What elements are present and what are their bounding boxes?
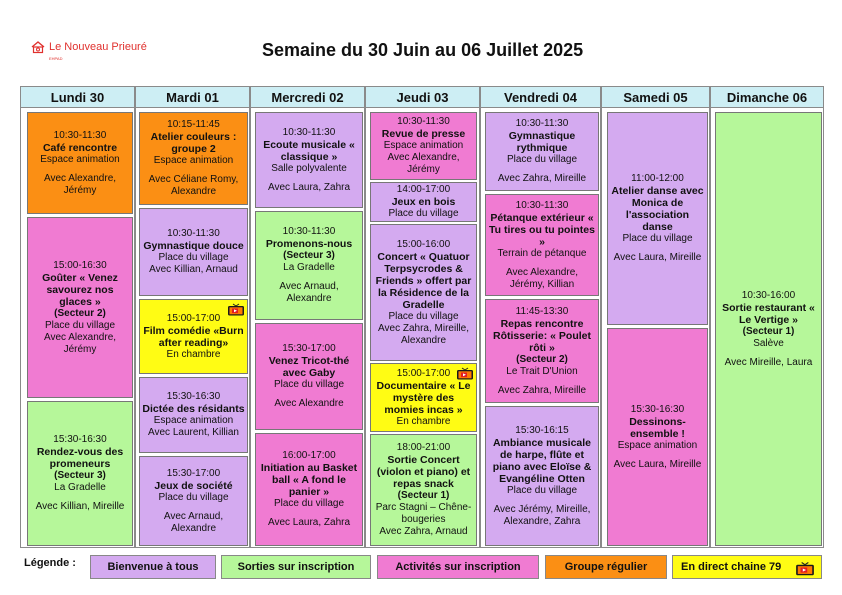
event-card[interactable] [370, 182, 477, 222]
event-place: Parc Stagni – Chêne-bougeries [375, 502, 472, 525]
day-header-mercredi: Mercredi 02 [250, 86, 365, 108]
event-staff: Avec Alexandre, Jérémy [387, 152, 460, 175]
event-place: Espace animation [40, 153, 120, 165]
event-card[interactable] [485, 299, 599, 403]
event-staff: Avec Laura, Zahra [267, 181, 351, 193]
day-header-jeudi: Jeudi 03 [365, 86, 480, 108]
event-sector: (Secteur 3) [54, 470, 106, 481]
event-time: 10:30-11:30 [167, 228, 220, 239]
event-place: Espace animation [383, 140, 464, 151]
event-time: 15:00-17:00 [396, 367, 451, 379]
day-header-vendredi: Vendredi 04 [480, 86, 601, 108]
event-card[interactable] [27, 112, 133, 214]
legend-item-welcome: Bienvenue à tous [90, 555, 216, 579]
event-time: 15:00-16:30 [53, 259, 107, 271]
event-sector: (Secteur 1) [397, 490, 450, 501]
event-place: Place du village [273, 498, 345, 509]
event-staff: Avec Laura, Mireille [613, 458, 702, 470]
event-staff: Avec Alexandre, Jérémy, Killian [505, 266, 579, 290]
event-card[interactable] [370, 112, 477, 180]
event-staff: Avec Jérémy, Mireille, Alexandre, Zahra [493, 503, 591, 527]
event-staff: Avec Laura, Mireille [613, 252, 702, 263]
event-staff: Avec Killian, Mireille [35, 501, 125, 512]
event-card[interactable] [139, 208, 248, 296]
event-title: Initiation au Basket ball « A fond le panier » [260, 462, 358, 498]
event-card[interactable] [139, 299, 248, 374]
event-place: En chambre [166, 348, 221, 360]
event-staff: Avec Laura, Zahra [267, 517, 351, 528]
brand-logo [30, 40, 147, 54]
day-header-mardi: Mardi 01 [135, 86, 250, 108]
event-place: Salève [753, 337, 784, 349]
event-time: 10:30-16:00 [741, 289, 796, 301]
event-time: 10:30-11:30 [397, 116, 450, 127]
event-place: La Gradelle [54, 482, 106, 493]
event-time: 15:00-16:00 [396, 238, 451, 250]
event-card[interactable] [485, 406, 599, 546]
event-card[interactable] [27, 217, 133, 398]
event-time: 15:30-17:00 [282, 343, 336, 354]
event-time: 15:30-16:30 [53, 434, 107, 445]
event-staff: Avec Zahra, Mireille [497, 173, 587, 184]
tv-icon [456, 365, 474, 380]
legend-title: Légende : [24, 557, 76, 569]
event-time: 16:00-17:00 [282, 450, 336, 461]
legend-item-outings: Sorties sur inscription [221, 555, 371, 579]
event-card[interactable] [370, 363, 477, 432]
event-time: 10:30-11:30 [515, 118, 569, 129]
event-staff: Avec Zahra, Mireille, Alexandre [378, 322, 469, 346]
event-title: Revue de presse [381, 128, 466, 140]
event-staff: Avec Mireille, Laura [724, 356, 813, 368]
event-place: Place du village [273, 379, 345, 390]
event-title: Rendez-vous des promeneurs [36, 446, 124, 470]
event-card[interactable] [139, 456, 248, 546]
event-title: Gymnastique douce [143, 240, 244, 252]
event-title: Jeux en bois [391, 196, 456, 208]
event-staff: Avec Alexandre, Jérémy [43, 172, 117, 196]
event-card[interactable] [255, 433, 363, 546]
event-card[interactable] [607, 112, 708, 325]
event-title: Atelier couleurs : groupe 2 [150, 131, 237, 155]
event-place: Place du village [388, 208, 459, 219]
brand-subtitle: EHPAD [49, 56, 63, 61]
event-card[interactable] [255, 323, 363, 430]
event-place: Le Trait D'Union [506, 365, 578, 377]
event-staff: Avec Arnaud, Alexandre [279, 281, 339, 304]
event-place: Espace animation [153, 415, 234, 426]
event-title: Sortie restaurant « Le Vertige » [722, 301, 815, 326]
event-title: Film comédie «Burn after reading» [143, 324, 244, 349]
event-place: Place du village [158, 491, 229, 503]
event-time: 10:30-11:30 [282, 126, 336, 138]
event-card[interactable] [255, 211, 363, 320]
event-card[interactable] [255, 112, 363, 208]
event-place: Salle polyvalente [271, 162, 347, 174]
event-time: 10:30-11:30 [53, 129, 107, 141]
event-time: 15:30-16:30 [630, 403, 685, 415]
event-title: Ambiance musicale de harpe, flûte et piano avec Eloïse & Evangéline Otten [492, 436, 592, 485]
event-title: Dictée des résidants [142, 403, 245, 415]
event-title: Promenons-nous [265, 238, 353, 250]
event-place: En chambre [396, 415, 451, 427]
event-title: Dessinons-ensemble ! [629, 415, 686, 440]
page-title: Semaine du 30 Juin au 06 Juillet 2025 [262, 40, 584, 60]
legend-item-regular-group: Groupe régulier [545, 555, 667, 579]
priory-logo-icon [30, 40, 46, 54]
tv-icon [795, 559, 815, 576]
event-title: Documentaire « Le mystère des momies incas » [376, 379, 471, 416]
event-place: Place du village [158, 252, 229, 263]
event-time: 14:00-17:00 [396, 184, 451, 195]
event-staff: Avec Alexandre, Jérémy [43, 331, 117, 355]
legend-item-live-channel-label: En direct chaine 79 [681, 561, 782, 573]
event-title: Pétanque extérieur « Tu tires ou tu pointes » [489, 211, 595, 248]
legend-item-live-channel [672, 555, 822, 579]
event-card[interactable] [370, 434, 477, 546]
event-staff: Avec Zahra, Mireille [497, 384, 587, 396]
event-card[interactable] [139, 112, 248, 205]
event-time: 15:30-17:00 [166, 467, 221, 479]
event-sector: (Secteur 3) [283, 250, 335, 261]
event-place: Place du village [506, 154, 578, 165]
event-title: Ecoute musicale « classique » [263, 138, 355, 163]
event-sector: (Secteur 1) [742, 325, 795, 337]
event-time: 18:00-21:00 [396, 442, 451, 453]
event-title: Atelier danse avec Monica de l'association danse [611, 185, 704, 233]
event-time: 10:30-11:30 [282, 226, 336, 237]
brand-name: Le Nouveau Prieuré [49, 41, 147, 53]
event-place: Terrain de pétanque [497, 247, 587, 259]
event-place: Place du village [44, 319, 116, 331]
event-staff: Avec Céliane Romy, Alexandre [148, 174, 239, 197]
event-time: 10:30-11:30 [515, 199, 569, 211]
event-staff: Avec Zahra, Arnaud [379, 526, 468, 537]
event-card[interactable] [607, 328, 708, 546]
event-title: Concert « Quatuor Terpsycrodes & Friends » offert par la Résidence de la Gradelle [375, 250, 472, 311]
event-time: 15:30-16:15 [515, 424, 569, 436]
event-time: 15:00-17:00 [166, 312, 221, 324]
event-time: 11:00-12:00 [631, 173, 684, 184]
event-staff: Avec Laurent, Killian [148, 427, 239, 438]
event-place: Place du village [388, 310, 459, 322]
event-card[interactable] [485, 112, 599, 191]
event-place: La Gradelle [283, 262, 335, 273]
event-staff: Avec Arnaud, Alexandre [163, 510, 224, 534]
tv-icon [227, 301, 245, 316]
event-place: Place du village [506, 484, 578, 496]
event-card[interactable] [370, 224, 477, 361]
event-card[interactable] [27, 401, 133, 546]
event-title: Café rencontre [42, 141, 118, 154]
event-staff: Avec Killian, Arnaud [149, 264, 238, 275]
day-header-lundi: Lundi 30 [20, 86, 135, 108]
event-title: Goûter « Venez savourez nos glaces » [42, 271, 118, 308]
event-place: Espace animation [153, 155, 234, 166]
event-title: Venez Tricot-thé avec Gaby [268, 355, 350, 379]
event-title: Jeux de société [154, 479, 233, 492]
event-time: 15:30-16:30 [166, 391, 221, 402]
event-place: Espace animation [617, 439, 698, 451]
event-time: 11:45-13:30 [515, 305, 569, 317]
event-card[interactable] [715, 112, 822, 546]
event-sector: (Secteur 2) [516, 353, 568, 365]
event-title: Repas rencontre Rôtisserie: « Poulet rôti » [492, 317, 592, 354]
day-header-samedi: Samedi 05 [601, 86, 710, 108]
event-sector: (Secteur 2) [54, 307, 106, 319]
legend-item-activities: Activités sur inscription [377, 555, 539, 579]
event-card[interactable] [139, 377, 248, 453]
event-staff: Avec Alexandre [274, 398, 344, 409]
event-place: Place du village [622, 233, 693, 244]
event-title: Gymnastique rythmique [508, 130, 576, 154]
day-header-dimanche: Dimanche 06 [710, 86, 824, 108]
event-title: Sortie Concert (violon et piano) et repas snack [376, 454, 471, 490]
event-card[interactable] [485, 194, 599, 296]
event-time: 10:15-11:45 [167, 119, 220, 130]
